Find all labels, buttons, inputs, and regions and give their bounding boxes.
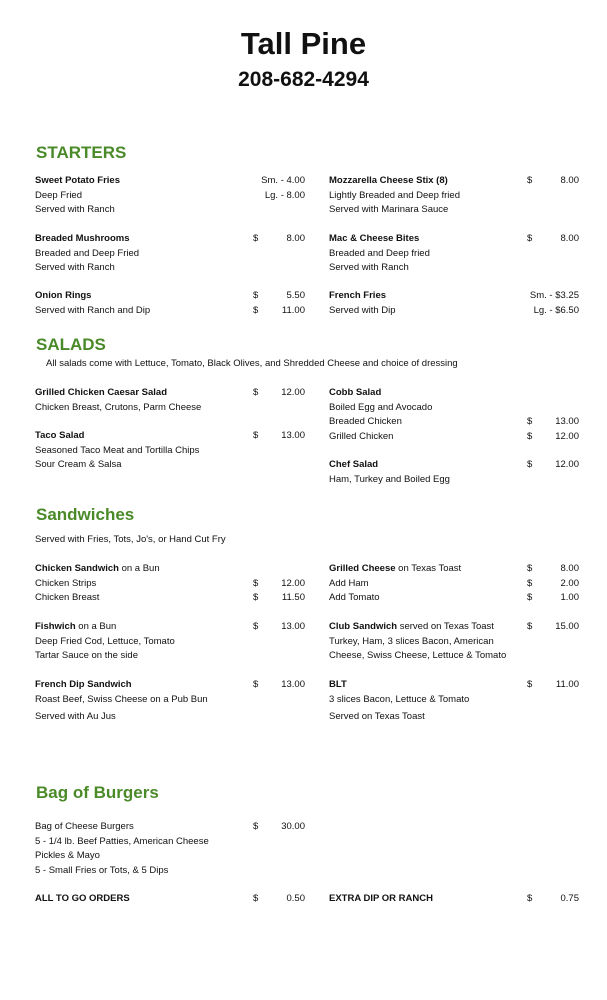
item-price: 5.50 [286, 290, 305, 301]
item-price: 0.50 [286, 893, 305, 904]
item-line [329, 649, 579, 664]
currency-symbol: $ [527, 430, 533, 442]
item-name: Fishwich [35, 621, 76, 632]
item-description: Pickles & Mayo [35, 850, 100, 861]
item-description: Chicken Breast [35, 592, 100, 603]
section-title: Sandwiches [36, 505, 135, 524]
item-price: 11.00 [555, 679, 579, 690]
item-line [35, 189, 305, 204]
item-line [35, 458, 305, 473]
item-description: Served on Texas Toast [329, 710, 425, 722]
item-description: 3 slices Bacon, Lettuce & Tomato [329, 693, 470, 705]
item-description: Deep Fried Cod, Lettuce, Tomato [35, 635, 175, 647]
item-description: Served with Ranch [329, 262, 409, 273]
item-line [329, 678, 579, 693]
item-line [35, 710, 305, 725]
item-size-price: Sm. - 4.00 [261, 175, 305, 186]
menu-item [329, 562, 579, 606]
currency-symbol: $ [253, 304, 259, 316]
item-description: Served with Ranch and Dip [35, 304, 151, 316]
currency-symbol: $ [527, 459, 533, 470]
currency-symbol: $ [253, 233, 259, 244]
item-line [329, 304, 579, 319]
item-line [35, 247, 305, 262]
section-title: SALADS [36, 335, 106, 354]
item-size-price: Lg. - 8.00 [264, 189, 305, 201]
item-line [35, 649, 305, 664]
currency-symbol: $ [527, 233, 533, 244]
menu-item [35, 892, 305, 907]
item-price: 12.00 [281, 387, 305, 398]
item-description: Add Ham [329, 577, 369, 589]
item-line [329, 458, 579, 473]
item-line [329, 591, 579, 606]
item-description: Chicken Breast, Crutons, Parm Cheese [35, 401, 202, 413]
currency-symbol: $ [253, 430, 259, 441]
item-line [35, 620, 305, 635]
item-line [35, 401, 305, 416]
item-price: 12.00 [281, 577, 305, 589]
currency-symbol: $ [527, 577, 533, 589]
menu-item [329, 232, 579, 276]
currency-symbol: $ [253, 290, 259, 301]
item-line [329, 577, 579, 592]
item-description: Breaded and Deep fried [329, 247, 430, 259]
item-description: Seasoned Taco Meat and Tortilla Chips [35, 444, 200, 456]
item-name: French Fries [329, 290, 387, 301]
item-price: 1.00 [560, 592, 579, 603]
item-description: Cheese, Swiss Cheese, Lettuce & Tomato [329, 650, 507, 661]
item-name: Mozzarella Cheese Stix (8) [329, 175, 448, 186]
item-price: 13.00 [281, 621, 305, 632]
menu-item [35, 289, 305, 318]
item-line [35, 444, 305, 459]
item-line [35, 591, 305, 606]
item-description: Chicken Strips [35, 577, 97, 589]
item-name: Sweet Potato Fries [35, 175, 120, 186]
item-line [329, 232, 579, 247]
currency-symbol: $ [527, 416, 533, 427]
item-description: Served with Ranch [35, 204, 115, 215]
item-name: French Dip Sandwich [35, 679, 132, 690]
item-price: 30.00 [281, 821, 305, 832]
menu-item [35, 820, 305, 878]
item-description: Grilled Chicken [329, 430, 394, 442]
item-description: Add Tomato [329, 592, 380, 603]
section-note: All salads come with Lettuce, Tomato, Black Olives, and Shredded Cheese and choice of dressing [46, 358, 458, 369]
currency-symbol: $ [253, 621, 259, 632]
item-line [329, 473, 579, 488]
item-price: 11.50 [281, 592, 305, 603]
currency-symbol: $ [253, 893, 259, 904]
item-line [329, 386, 579, 401]
currency-symbol: $ [253, 592, 259, 603]
item-name: Breaded Mushrooms [35, 233, 130, 244]
item-line [35, 232, 305, 247]
item-line [35, 429, 305, 444]
item-description: Ham, Turkey and Boiled Egg [329, 473, 450, 485]
section-note: Served with Fries, Tots, Jo's, or Hand Cut Fry [35, 534, 226, 545]
item-line [329, 693, 579, 708]
item-line [35, 835, 305, 850]
item-size-price: Lg. - $6.50 [533, 304, 579, 316]
item-name: Club Sandwich [329, 621, 398, 632]
menu-item [329, 892, 579, 907]
item-line [35, 820, 305, 835]
item-description: 5 - 1/4 lb. Beef Patties, American Cheese [35, 835, 209, 847]
menu-item [35, 620, 305, 664]
item-description: Served with Marinara Sauce [329, 204, 449, 215]
currency-symbol: $ [527, 621, 533, 632]
item-line [329, 289, 579, 304]
item-line [35, 892, 305, 907]
item-description: Served with Au Jus [35, 710, 116, 722]
item-line [35, 203, 305, 218]
item-price: 8.00 [560, 563, 579, 574]
item-line [329, 203, 579, 218]
item-line [35, 849, 305, 864]
item-name: EXTRA DIP OR RANCH [329, 893, 433, 904]
item-line [35, 635, 305, 650]
item-price: 11.00 [281, 304, 305, 316]
menu-item [35, 386, 305, 415]
item-line [329, 174, 579, 189]
currency-symbol: $ [527, 893, 533, 904]
item-size-price: Sm. - $3.25 [529, 290, 579, 301]
item-line [35, 562, 305, 577]
item-price: 12.00 [555, 459, 579, 470]
menu-item [329, 174, 579, 218]
item-price: 0.75 [560, 893, 579, 904]
currency-symbol: $ [253, 679, 259, 690]
currency-symbol: $ [253, 577, 259, 589]
menu-item [35, 429, 305, 473]
item-name: Onion Rings [35, 290, 92, 301]
restaurant-name: Tall Pine [240, 26, 367, 61]
item-description: Sour Cream & Salsa [35, 459, 122, 470]
menu-item [329, 458, 579, 487]
item-price: 8.00 [286, 233, 305, 244]
item-line [35, 261, 305, 276]
item-price: 13.00 [281, 430, 305, 441]
currency-symbol: $ [527, 175, 533, 186]
item-description: 5 - Small Fries or Tots, & 5 Dips [35, 864, 169, 876]
item-description: Roast Beef, Swiss Cheese on a Pub Bun [35, 693, 208, 705]
item-line [329, 247, 579, 262]
item-description: Bag of Cheese Burgers [35, 821, 134, 832]
item-price: 13.00 [281, 679, 305, 690]
item-price: 8.00 [560, 233, 579, 244]
item-description: Breaded and Deep Fried [35, 247, 140, 259]
item-name: Grilled Chicken Caesar Salad [35, 387, 168, 398]
item-price: 2.00 [560, 577, 579, 589]
item-line [329, 189, 579, 204]
item-price: 15.00 [555, 621, 579, 632]
item-name: Taco Salad [35, 430, 85, 441]
item-line [35, 864, 305, 879]
item-description: Turkey, Ham, 3 slices Bacon, American [329, 635, 494, 647]
item-price: 8.00 [560, 175, 579, 186]
item-line [329, 415, 579, 430]
item-line [35, 577, 305, 592]
item-price: 13.00 [555, 416, 579, 427]
item-line [329, 401, 579, 416]
item-description: Tartar Sauce on the side [35, 650, 138, 661]
item-line [329, 620, 579, 635]
item-line [35, 678, 305, 693]
currency-symbol: $ [527, 679, 533, 690]
item-description: served on Texas Toast [397, 621, 494, 632]
menu-item [329, 678, 579, 724]
item-description: on a Bun [118, 563, 160, 574]
item-description: Served with Dip [329, 304, 396, 316]
section-title: Bag of Burgers [36, 783, 159, 802]
item-line [329, 635, 579, 650]
item-line [329, 562, 579, 577]
item-name: Cobb Salad [329, 387, 382, 398]
item-description: Deep Fried [35, 189, 82, 201]
item-line [35, 304, 305, 319]
restaurant-phone: 208-682-4294 [238, 68, 369, 91]
item-line [329, 710, 579, 725]
currency-symbol: $ [527, 563, 533, 574]
item-name: ALL TO GO ORDERS [35, 893, 130, 904]
item-description: Lightly Breaded and Deep fried [329, 189, 460, 201]
item-description: Boiled Egg and Avocado [329, 401, 433, 413]
menu-item [329, 620, 579, 664]
item-line [35, 386, 305, 401]
item-line [35, 174, 305, 189]
menu-item [35, 678, 305, 724]
item-name: Chef Salad [329, 459, 379, 470]
item-name: Chicken Sandwich [35, 563, 119, 574]
item-line [329, 261, 579, 276]
item-description: Served with Ranch [35, 262, 115, 273]
item-line [329, 892, 579, 907]
item-line [35, 693, 305, 708]
item-description: on a Bun [75, 621, 117, 632]
menu-item [35, 562, 305, 606]
menu-item [329, 386, 579, 444]
item-description: Breaded Chicken [329, 416, 402, 427]
menu-item [35, 232, 305, 276]
item-line [329, 430, 579, 445]
section-title: STARTERS [36, 143, 127, 162]
menu-item [329, 289, 579, 318]
currency-symbol: $ [527, 592, 533, 603]
item-name: Grilled Cheese [329, 563, 396, 574]
currency-symbol: $ [253, 821, 259, 832]
item-line [35, 289, 305, 304]
item-name: BLT [329, 679, 347, 690]
menu-item [35, 174, 305, 218]
item-price: 12.00 [555, 430, 579, 442]
item-name: Mac & Cheese Bites [329, 233, 420, 244]
currency-symbol: $ [253, 387, 259, 398]
item-description: on Texas Toast [395, 563, 462, 574]
